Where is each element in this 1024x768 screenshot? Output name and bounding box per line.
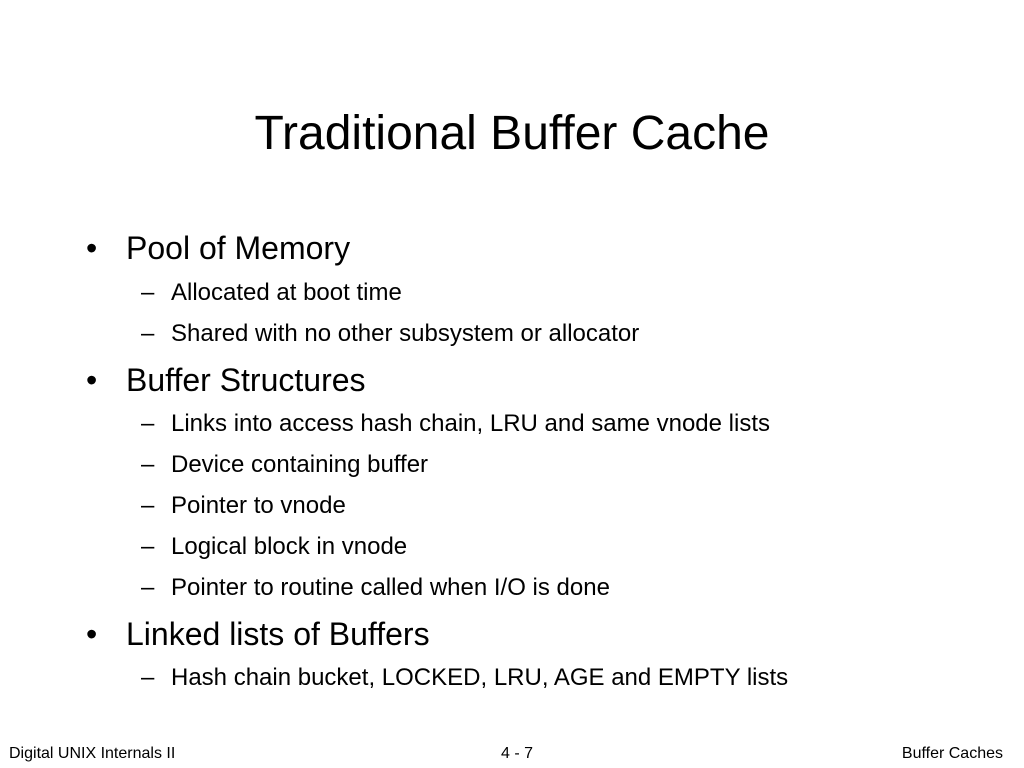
sub-bullet-text: Pointer to routine called when I/O is done: [171, 574, 610, 601]
sub-bullet-mark: –: [141, 574, 155, 601]
sub-bullet-item: [141, 450, 428, 480]
sub-bullet-mark: –: [141, 451, 155, 478]
sub-bullet-item: [141, 663, 788, 693]
slide-title: Traditional Buffer Cache: [254, 107, 770, 160]
sub-bullet-text: Allocated at boot time: [171, 279, 402, 306]
sub-bullet-mark: –: [141, 533, 155, 560]
footer-course-title: Digital UNIX Internals II: [9, 745, 176, 762]
sub-bullet-item: [141, 491, 346, 521]
bullet-mark: •: [86, 362, 98, 398]
bullet-mark: •: [86, 230, 98, 266]
sub-bullet-mark: –: [141, 320, 155, 347]
sub-bullet-text: Links into access hash chain, LRU and same vnode lists: [171, 410, 770, 437]
sub-bullet-text: Pointer to vnode: [171, 492, 346, 519]
sub-bullet-item: [141, 573, 610, 603]
footer-section-title: Buffer Caches: [901, 745, 1003, 762]
bullet-text: Linked lists of Buffers: [126, 616, 430, 652]
sub-bullet-item: [141, 278, 402, 308]
sub-bullet-mark: –: [141, 664, 155, 691]
sub-bullet-mark: –: [141, 410, 155, 437]
bullet-item: [86, 615, 430, 653]
sub-bullet-text: Hash chain bucket, LOCKED, LRU, AGE and EMPTY lists: [171, 664, 789, 691]
sub-bullet-item: [141, 532, 407, 562]
bullet-mark: •: [86, 616, 98, 652]
sub-bullet-mark: –: [141, 492, 155, 519]
sub-bullet-text: Device containing buffer: [171, 451, 429, 478]
bullet-text: Buffer Structures: [126, 362, 366, 398]
sub-bullet-item: [141, 319, 639, 349]
bullet-item: [86, 361, 366, 399]
footer-page-number: 4 - 7: [500, 745, 533, 762]
bullet-text: Pool of Memory: [126, 230, 351, 266]
bullet-item: [86, 229, 350, 267]
sub-bullet-text: Shared with no other subsystem or allocator: [171, 320, 640, 347]
sub-bullet-item: [141, 409, 770, 439]
sub-bullet-mark: –: [141, 279, 155, 306]
sub-bullet-text: Logical block in vnode: [171, 533, 408, 560]
